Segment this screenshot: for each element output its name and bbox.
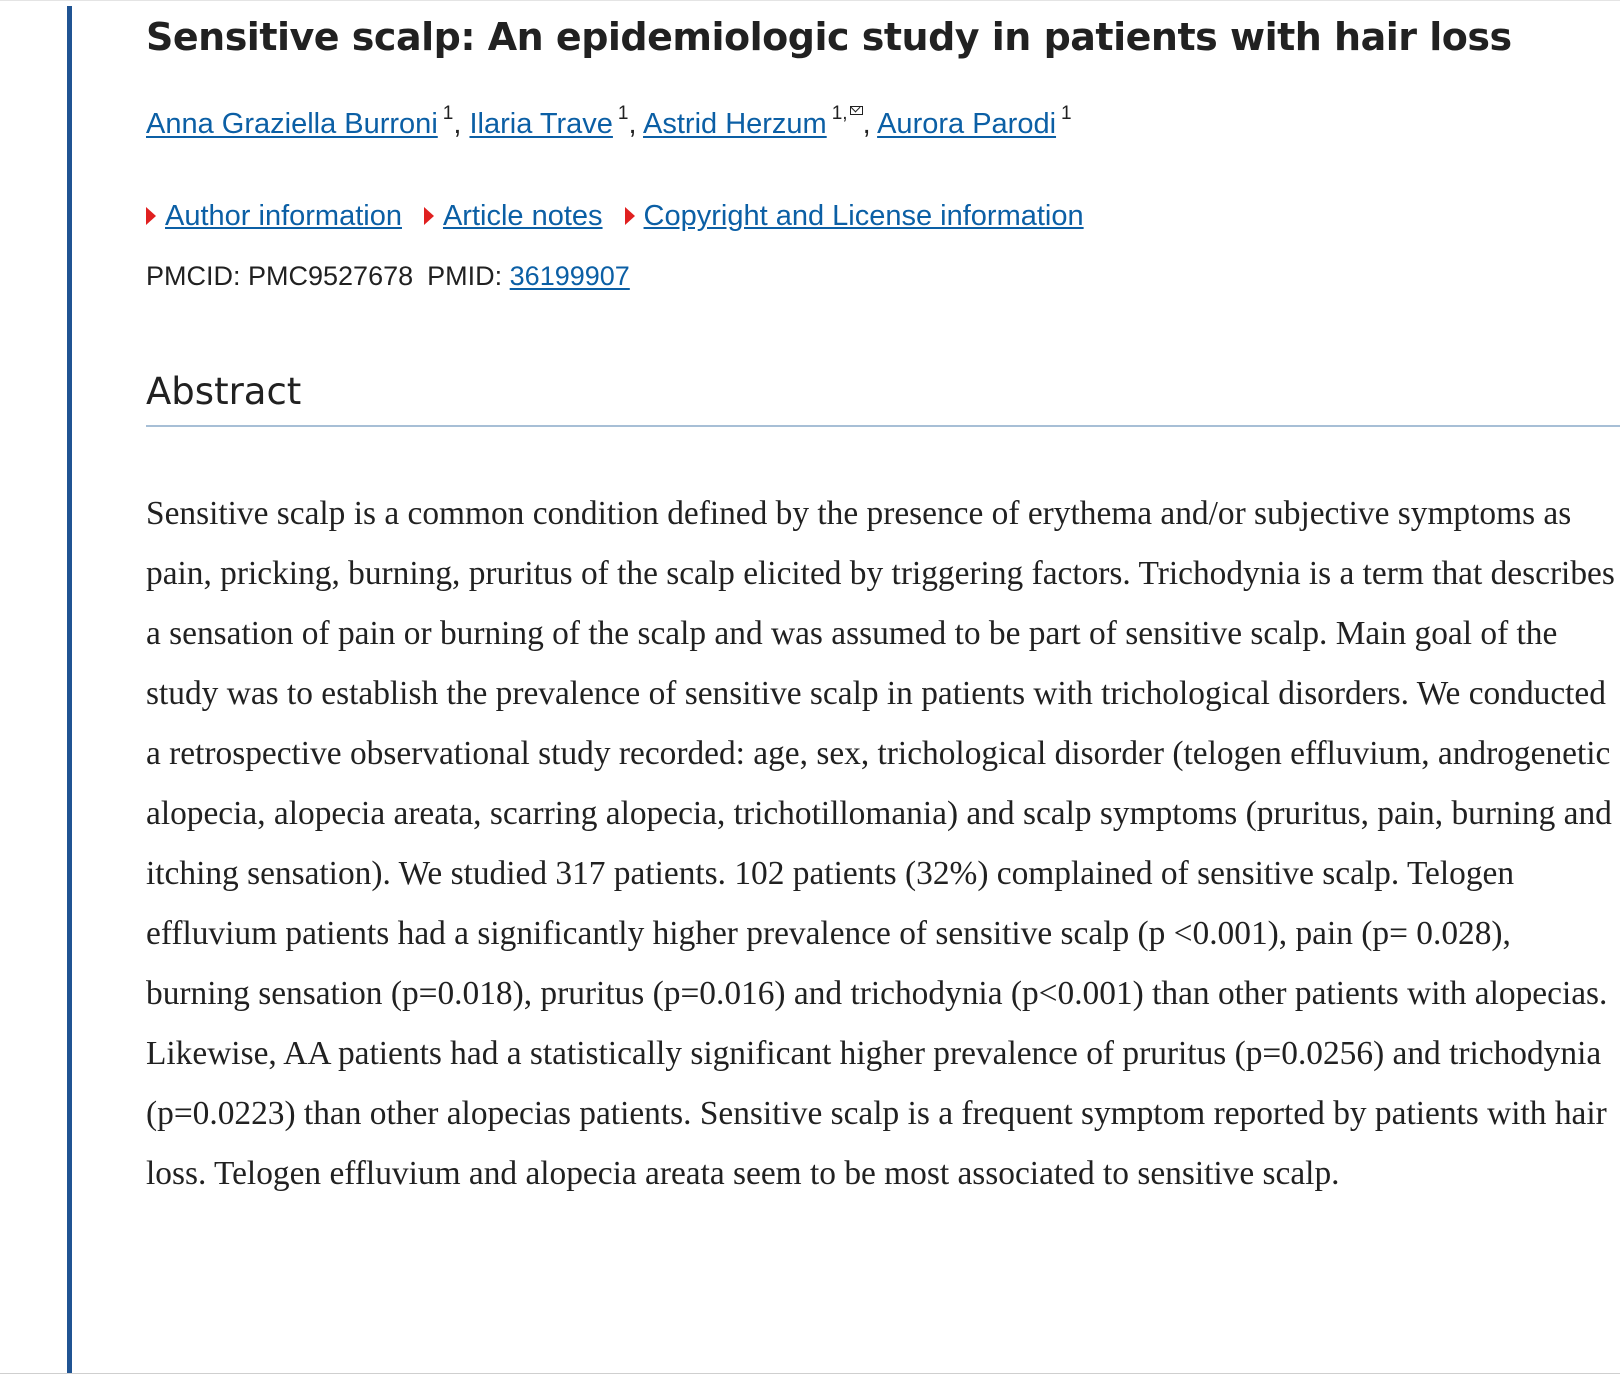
- abstract-text: Sensitive scalp is a common condition defined by the presence of erythema and/or subjective symptoms as pain, pricking, burning, pruritus of the scalp elicited by triggering factors. Trichodynia is a term that describes a sensation of pain or burning of the scalp and was assumed to be part of sensitive scalp. Main goal of the study was to establish the prevalence of sensitive scalp in patients with trichological disorders. We conducted a retrospective observational study recorded: age, sex, trichological disorder (telogen effluvium, androgenetic alopecia, alopecia areata, scarring alopecia, trichotillomania) and scalp symptoms (pruritus, pain, burning and itching sensation). We studied 317 patients. 102 patients (32%) complained of sensitive scalp. Telogen effluvium patients had a significantly higher prevalence of sensitive scalp (p <0.001), pain (p= 0.028), burning sensation (p=0.018), pruritus (p=0.016) and trichodynia (p<0.001) than other patients with alopecias. Likewise, AA patients had a statistically significant higher prevalence of pruritus (p=0.0256) and trichodynia (p=0.0223) than other alopecias patients. Sensitive scalp is a frequent symptom reported by patients with hair loss. Telogen effluvium and alopecia areata seem to be most associated to sensitive scalp.: [146, 495, 1615, 1192]
- triangle-right-icon: [424, 207, 434, 225]
- author-affiliation: 1: [442, 103, 454, 124]
- article-accent-bar: [67, 6, 72, 1374]
- author-affiliation: 1: [617, 103, 629, 124]
- author-information-toggle[interactable]: [146, 196, 402, 236]
- author-link-parodi[interactable]: Aurora Parodi: [877, 108, 1057, 140]
- article-info-links: [146, 196, 1084, 236]
- pmid-label: PMID:: [427, 261, 503, 291]
- pmid-link[interactable]: 36199907: [509, 261, 630, 291]
- author-affiliation: 1,: [831, 103, 848, 124]
- article-notes-toggle[interactable]: [424, 196, 603, 236]
- info-link-label: Article notes: [442, 200, 603, 232]
- author-list: Anna Graziella Burroni $^1$, Ilaria Trave $^1$, Astrid Herzum $^{1,}$ , Aurora Parodi $^1$: [146, 103, 1072, 140]
- author-affiliation: 1: [1061, 103, 1072, 124]
- info-link-label: Copyright and License information: [643, 200, 1084, 232]
- author-link-burroni[interactable]: Anna Graziella Burroni: [146, 108, 438, 140]
- triangle-right-icon: [146, 207, 156, 225]
- info-link-label: Author information: [165, 200, 402, 232]
- envelope-icon[interactable]: [850, 106, 863, 115]
- top-divider: [0, 0, 1620, 1]
- author-link-herzum[interactable]: Astrid Herzum: [643, 108, 827, 140]
- triangle-right-icon: [625, 207, 635, 225]
- abstract-divider: [146, 425, 1620, 427]
- abstract-heading: Abstract: [146, 370, 302, 413]
- article-identifiers: [146, 256, 630, 296]
- article-title: Sensitive scalp: An epidemiologic study in patients with hair loss: [146, 15, 1512, 59]
- author-link-trave[interactable]: Ilaria Trave: [469, 108, 613, 140]
- copyright-license-toggle[interactable]: [625, 196, 1084, 236]
- pmcid-label: PMCID: PMC9527678: [146, 261, 414, 291]
